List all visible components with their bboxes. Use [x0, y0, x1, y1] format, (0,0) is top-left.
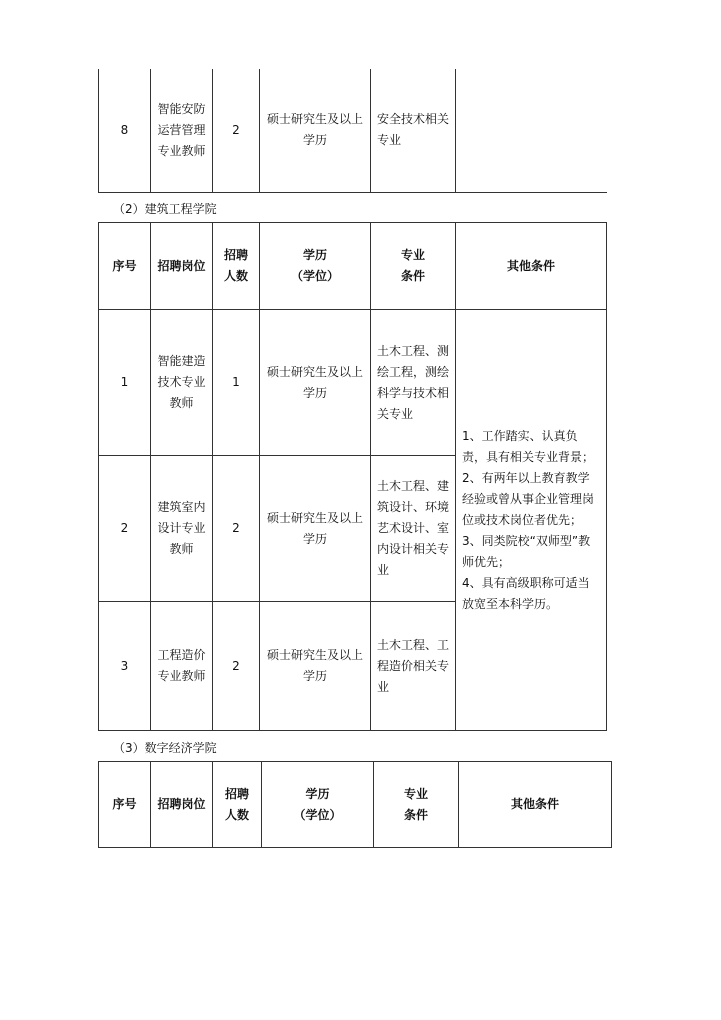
cell-count: 2: [213, 456, 260, 602]
condition-item: 3、同类院校“双师型”教师优先；: [462, 533, 591, 569]
header-other: 其他条件: [459, 762, 612, 848]
table-continued: [98, 69, 607, 193]
condition-item: 2、有两年以上教育教学经验或曾从事企业管理岗位或技术岗位者优先；: [462, 470, 595, 527]
cell-count: 1: [213, 310, 260, 456]
header-major: 专业 条件: [371, 223, 456, 310]
cell-major: 土木工程、建筑设计、环境艺术设计、室内设计相关专业: [371, 456, 456, 602]
cell-position: 智能建造技术专业教师: [151, 310, 213, 456]
cell-major: 土木工程、工程造价相关专业: [371, 602, 456, 731]
table-row: [99, 310, 607, 456]
cell-other-conditions: [456, 310, 607, 731]
section-title-construction: （2）建筑工程学院: [113, 202, 217, 216]
cell-position: 工程造价专业教师: [151, 602, 213, 731]
cell-major: 土木工程、测绘工程，测绘科学与技术相关专业: [371, 310, 456, 456]
cell-education: 硕士研究生及以上学历: [260, 69, 371, 192]
cell-other: [456, 69, 607, 192]
table-row: [99, 69, 607, 192]
cell-no: 3: [99, 602, 151, 731]
header-count: 招聘 人数: [213, 762, 262, 848]
header-position: 招聘岗位: [151, 762, 213, 848]
cell-education: 硕士研究生及以上学历: [260, 602, 371, 731]
table-digital-economy: [98, 761, 612, 848]
cell-count: 2: [213, 602, 260, 731]
cell-no: 1: [99, 310, 151, 456]
cell-position: 建筑室内设计专业教师: [151, 456, 213, 602]
header-major: 专业 条件: [374, 762, 459, 848]
cell-no: 8: [99, 69, 151, 192]
header-other: 其他条件: [456, 223, 607, 310]
cell-position: 智能安防运营管理专业教师: [151, 69, 213, 192]
header-education: 学历 （学位）: [262, 762, 374, 848]
header-no: 序号: [99, 762, 151, 848]
header-no: 序号: [99, 223, 151, 310]
table-header-row: [99, 762, 612, 848]
table-header-row: [99, 223, 607, 310]
header-count: 招聘 人数: [213, 223, 260, 310]
header-education: 学历 （学位）: [260, 223, 371, 310]
cell-no: 2: [99, 456, 151, 602]
condition-item: 4、具有高级职称可适当放宽至本科学历。: [462, 575, 590, 611]
cell-major: 安全技术相关专业: [371, 69, 456, 192]
section-title-digital-economy: （3）数字经济学院: [113, 741, 217, 755]
cell-count: 2: [213, 69, 260, 192]
table-construction: [98, 222, 607, 731]
condition-item: 1、工作踏实、认真负责，具有相关专业背景；: [462, 428, 595, 464]
cell-education: 硕士研究生及以上学历: [260, 456, 371, 602]
header-position: 招聘岗位: [151, 223, 213, 310]
cell-education: 硕士研究生及以上学历: [260, 310, 371, 456]
